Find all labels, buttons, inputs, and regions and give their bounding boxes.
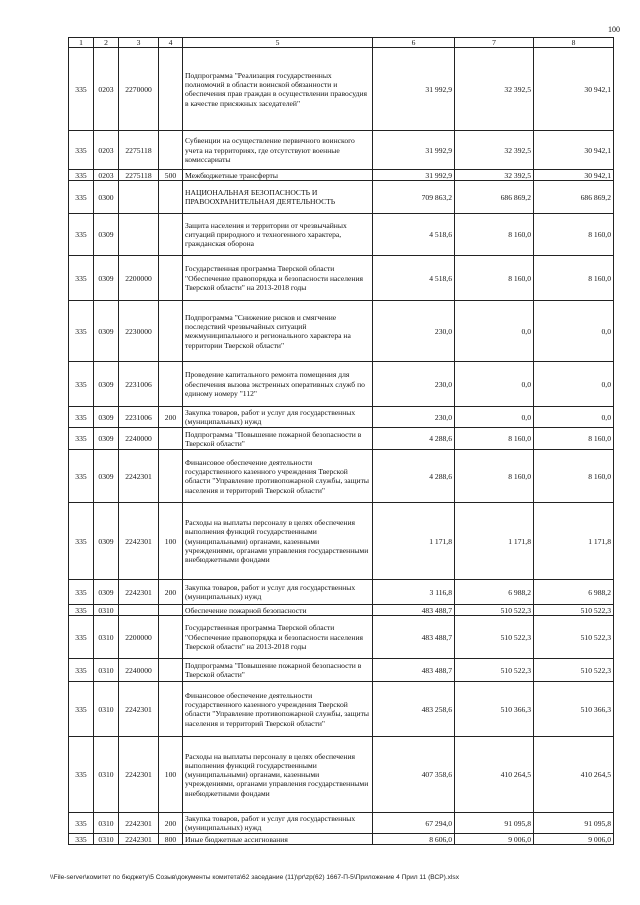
section-code-cell: 0203 <box>94 48 119 131</box>
table-row <box>69 450 614 503</box>
amount-col6-cell: 407 358,6 <box>373 737 455 813</box>
amount-col8-cell: 8 160,0 <box>534 214 614 256</box>
amount-col7-cell: 1 171,8 <box>455 503 534 580</box>
amount-col6-cell: 31 992,9 <box>373 48 455 131</box>
amount-col8-cell: 0,0 <box>534 362 614 407</box>
column-header: 2 <box>94 38 119 48</box>
admin-code-cell: 335 <box>69 580 94 605</box>
amount-col7-cell: 91 095,8 <box>455 813 534 834</box>
target-code-cell: 2240000 <box>119 659 159 682</box>
description-cell: Подпрограмма "Повышение пожарной безопасности в Тверской области" <box>183 428 373 450</box>
table-row <box>69 682 614 737</box>
admin-code-cell: 335 <box>69 834 94 845</box>
amount-col7-cell: 32 392,5 <box>455 48 534 131</box>
target-code-cell: 2242301 <box>119 834 159 845</box>
expense-type-cell: 800 <box>159 834 183 845</box>
column-header: 1 <box>69 38 94 48</box>
target-code-cell: 2231006 <box>119 407 159 428</box>
target-code-cell: 2242301 <box>119 737 159 813</box>
table-row <box>69 407 614 428</box>
column-header: 7 <box>455 38 534 48</box>
table-row <box>69 813 614 834</box>
section-code-cell: 0203 <box>94 131 119 170</box>
target-code-cell: 2242301 <box>119 450 159 503</box>
column-header: 4 <box>159 38 183 48</box>
description-cell: Закупка товаров, работ и услуг для государственных (муниципальных) нужд <box>183 407 373 428</box>
admin-code-cell: 335 <box>69 450 94 503</box>
amount-col7-cell: 9 006,0 <box>455 834 534 845</box>
description-cell: Субвенции на осуществление первичного воинского учета на территориях, где отсутствуют военные комиссариаты <box>183 131 373 170</box>
amount-col7-cell: 510 522,3 <box>455 605 534 616</box>
admin-code-cell: 335 <box>69 362 94 407</box>
table-row <box>69 834 614 845</box>
target-code-cell <box>119 181 159 214</box>
expense-type-cell <box>159 428 183 450</box>
table-row <box>69 605 614 616</box>
expense-type-cell <box>159 214 183 256</box>
section-code-cell: 0310 <box>94 737 119 813</box>
admin-code-cell: 335 <box>69 181 94 214</box>
target-code-cell <box>119 214 159 256</box>
amount-col6-cell: 483 488,7 <box>373 605 455 616</box>
amount-col6-cell: 4 518,6 <box>373 214 455 256</box>
expense-type-cell: 100 <box>159 503 183 580</box>
description-cell: Финансовое обеспечение деятельности государственного казенного учреждения Тверской области "Управление противопожарной службы, защиты населения и территорий Тверской области" <box>183 682 373 737</box>
admin-code-cell: 335 <box>69 214 94 256</box>
expense-type-cell: 200 <box>159 407 183 428</box>
expense-type-cell <box>159 605 183 616</box>
description-cell: Государственная программа Тверской области "Обеспечение правопорядка и безопасности населения Тверской области" на 2013-2018 годы <box>183 616 373 659</box>
amount-col8-cell: 8 160,0 <box>534 256 614 301</box>
table-row <box>69 131 614 170</box>
description-cell: Расходы на выплаты персоналу в целях обеспечения выполнения функций государственными (муниципальными) органами, казенными учреждениями, органами управления государственными внебюджетными фондами <box>183 737 373 813</box>
description-cell: Государственная программа Тверской области "Обеспечение правопорядка и безопасности населения Тверской области" на 2013-2018 годы <box>183 256 373 301</box>
amount-col8-cell: 410 264,5 <box>534 737 614 813</box>
expense-type-cell <box>159 256 183 301</box>
table-row <box>69 428 614 450</box>
amount-col8-cell: 30 942,1 <box>534 131 614 170</box>
expense-type-cell: 100 <box>159 737 183 813</box>
table-row <box>69 181 614 214</box>
admin-code-cell: 335 <box>69 616 94 659</box>
footer-file-path: \\File-server\комитет по бюджету\5 Созыв\документы комитета\62 заседание (11)\pr\zp(62) 1667-П-5\Приложение 4 Прил 11 (ВСР).xlsx <box>50 874 460 881</box>
expense-type-cell <box>159 181 183 214</box>
expense-type-cell <box>159 682 183 737</box>
table-row <box>69 503 614 580</box>
section-code-cell: 0309 <box>94 407 119 428</box>
amount-col8-cell: 0,0 <box>534 407 614 428</box>
column-header: 3 <box>119 38 159 48</box>
expense-type-cell: 200 <box>159 580 183 605</box>
amount-col8-cell: 0,0 <box>534 301 614 362</box>
table-row <box>69 737 614 813</box>
description-cell: Межбюджетные трансферты <box>183 170 373 181</box>
table-row <box>69 48 614 131</box>
target-code-cell: 2270000 <box>119 48 159 131</box>
target-code-cell: 2275118 <box>119 131 159 170</box>
amount-col7-cell: 8 160,0 <box>455 428 534 450</box>
section-code-cell: 0309 <box>94 362 119 407</box>
description-cell: Подпрограмма "Повышение пожарной безопасности в Тверской области" <box>183 659 373 682</box>
amount-col6-cell: 8 606,0 <box>373 834 455 845</box>
admin-code-cell: 335 <box>69 256 94 301</box>
table-row <box>69 214 614 256</box>
amount-col7-cell: 32 392,5 <box>455 170 534 181</box>
amount-col7-cell: 686 869,2 <box>455 181 534 214</box>
table-row <box>69 301 614 362</box>
amount-col7-cell: 0,0 <box>455 362 534 407</box>
amount-col7-cell: 6 988,2 <box>455 580 534 605</box>
table-row <box>69 659 614 682</box>
target-code-cell <box>119 605 159 616</box>
amount-col6-cell: 3 116,8 <box>373 580 455 605</box>
amount-col8-cell: 8 160,0 <box>534 428 614 450</box>
admin-code-cell: 335 <box>69 407 94 428</box>
column-header: 6 <box>373 38 455 48</box>
amount-col6-cell: 67 294,0 <box>373 813 455 834</box>
description-cell: Иные бюджетные ассигнования <box>183 834 373 845</box>
admin-code-cell: 335 <box>69 48 94 131</box>
section-code-cell: 0309 <box>94 580 119 605</box>
amount-col6-cell: 31 992,9 <box>373 170 455 181</box>
expense-type-cell: 500 <box>159 170 183 181</box>
section-code-cell: 0310 <box>94 682 119 737</box>
amount-col6-cell: 230,0 <box>373 362 455 407</box>
page-number: 100 <box>608 25 620 34</box>
admin-code-cell: 335 <box>69 659 94 682</box>
amount-col6-cell: 4 288,6 <box>373 428 455 450</box>
amount-col7-cell: 510 522,3 <box>455 616 534 659</box>
amount-col8-cell: 686 869,2 <box>534 181 614 214</box>
amount-col7-cell: 0,0 <box>455 301 534 362</box>
table-row <box>69 580 614 605</box>
expense-type-cell <box>159 362 183 407</box>
target-code-cell: 2242301 <box>119 580 159 605</box>
amount-col6-cell: 483 258,6 <box>373 682 455 737</box>
description-cell: Закупка товаров, работ и услуг для государственных (муниципальных) нужд <box>183 580 373 605</box>
admin-code-cell: 335 <box>69 737 94 813</box>
amount-col6-cell: 230,0 <box>373 301 455 362</box>
section-code-cell: 0309 <box>94 503 119 580</box>
section-code-cell: 0309 <box>94 428 119 450</box>
amount-col8-cell: 30 942,1 <box>534 48 614 131</box>
expense-type-cell <box>159 659 183 682</box>
description-cell: НАЦИОНАЛЬНАЯ БЕЗОПАСНОСТЬ И ПРАВООХРАНИТЕЛЬНАЯ ДЕЯТЕЛЬНОСТЬ <box>183 181 373 214</box>
amount-col8-cell: 91 095,8 <box>534 813 614 834</box>
amount-col8-cell: 1 171,8 <box>534 503 614 580</box>
description-cell: Подпрограмма "Реализация государственных полномочий в области воинской обязанности и обеспечения прав граждан в осуществлении правосудия в качестве присяжных заседателей" <box>183 48 373 131</box>
target-code-cell: 2200000 <box>119 616 159 659</box>
admin-code-cell: 335 <box>69 605 94 616</box>
admin-code-cell: 335 <box>69 503 94 580</box>
description-cell: Расходы на выплаты персоналу в целях обеспечения выполнения функций государственными (муниципальными) органами, казенными учреждениями, органами управления государственными внебюджетными фондами <box>183 503 373 580</box>
amount-col8-cell: 30 942,1 <box>534 170 614 181</box>
section-code-cell: 0310 <box>94 813 119 834</box>
amount-col8-cell: 9 006,0 <box>534 834 614 845</box>
target-code-cell: 2275118 <box>119 170 159 181</box>
amount-col7-cell: 0,0 <box>455 407 534 428</box>
amount-col8-cell: 510 366,3 <box>534 682 614 737</box>
admin-code-cell: 335 <box>69 428 94 450</box>
amount-col7-cell: 8 160,0 <box>455 256 534 301</box>
target-code-cell: 2242301 <box>119 503 159 580</box>
amount-col6-cell: 4 288,6 <box>373 450 455 503</box>
description-cell: Проведение капитального ремонта помещения для обеспечения вызова экстренных оперативных служб по единому номеру "112" <box>183 362 373 407</box>
amount-col6-cell: 230,0 <box>373 407 455 428</box>
section-code-cell: 0310 <box>94 834 119 845</box>
expense-type-cell <box>159 131 183 170</box>
section-code-cell: 0310 <box>94 616 119 659</box>
amount-col6-cell: 1 171,8 <box>373 503 455 580</box>
target-code-cell: 2231006 <box>119 362 159 407</box>
section-code-cell: 0309 <box>94 214 119 256</box>
description-cell: Финансовое обеспечение деятельности государственного казенного учреждения Тверской области "Управление противопожарной службы, защиты населения и территорий Тверской области" <box>183 450 373 503</box>
expense-type-cell <box>159 301 183 362</box>
admin-code-cell: 335 <box>69 682 94 737</box>
amount-col7-cell: 510 366,3 <box>455 682 534 737</box>
admin-code-cell: 335 <box>69 131 94 170</box>
target-code-cell: 2200000 <box>119 256 159 301</box>
table-row <box>69 170 614 181</box>
amount-col6-cell: 483 488,7 <box>373 659 455 682</box>
amount-col6-cell: 709 863,2 <box>373 181 455 214</box>
admin-code-cell: 335 <box>69 813 94 834</box>
description-cell: Закупка товаров, работ и услуг для государственных (муниципальных) нужд <box>183 813 373 834</box>
section-code-cell: 0309 <box>94 450 119 503</box>
target-code-cell: 2240000 <box>119 428 159 450</box>
section-code-cell: 0309 <box>94 256 119 301</box>
expense-type-cell <box>159 48 183 131</box>
admin-code-cell: 335 <box>69 170 94 181</box>
header-row <box>69 38 614 48</box>
description-cell: Защита населения и территории от чрезвычайных ситуаций природного и техногенного характера, гражданская оборона <box>183 214 373 256</box>
amount-col6-cell: 483 488,7 <box>373 616 455 659</box>
table-row <box>69 362 614 407</box>
column-header: 5 <box>183 38 373 48</box>
expense-type-cell: 200 <box>159 813 183 834</box>
amount-col7-cell: 32 392,5 <box>455 131 534 170</box>
amount-col8-cell: 510 522,3 <box>534 616 614 659</box>
amount-col7-cell: 8 160,0 <box>455 214 534 256</box>
amount-col7-cell: 510 522,3 <box>455 659 534 682</box>
table-row <box>69 256 614 301</box>
amount-col6-cell: 4 518,6 <box>373 256 455 301</box>
amount-col8-cell: 6 988,2 <box>534 580 614 605</box>
amount-col7-cell: 410 264,5 <box>455 737 534 813</box>
budget-table <box>68 37 614 845</box>
section-code-cell: 0203 <box>94 170 119 181</box>
amount-col8-cell: 510 522,3 <box>534 659 614 682</box>
section-code-cell: 0310 <box>94 605 119 616</box>
amount-col6-cell: 31 992,9 <box>373 131 455 170</box>
admin-code-cell: 335 <box>69 301 94 362</box>
section-code-cell: 0309 <box>94 301 119 362</box>
target-code-cell: 2242301 <box>119 682 159 737</box>
amount-col7-cell: 8 160,0 <box>455 450 534 503</box>
expense-type-cell <box>159 616 183 659</box>
table-row <box>69 616 614 659</box>
amount-col8-cell: 510 522,3 <box>534 605 614 616</box>
amount-col8-cell: 8 160,0 <box>534 450 614 503</box>
section-code-cell: 0310 <box>94 659 119 682</box>
target-code-cell: 2242301 <box>119 813 159 834</box>
section-code-cell: 0300 <box>94 181 119 214</box>
column-header: 8 <box>534 38 614 48</box>
target-code-cell: 2230000 <box>119 301 159 362</box>
expense-type-cell <box>159 450 183 503</box>
description-cell: Подпрограмма "Снижение рисков и смягчение последствий чрезвычайных ситуаций межмуниципального и регионального характера на территории Тверской области" <box>183 301 373 362</box>
description-cell: Обеспечение пожарной безопасности <box>183 605 373 616</box>
